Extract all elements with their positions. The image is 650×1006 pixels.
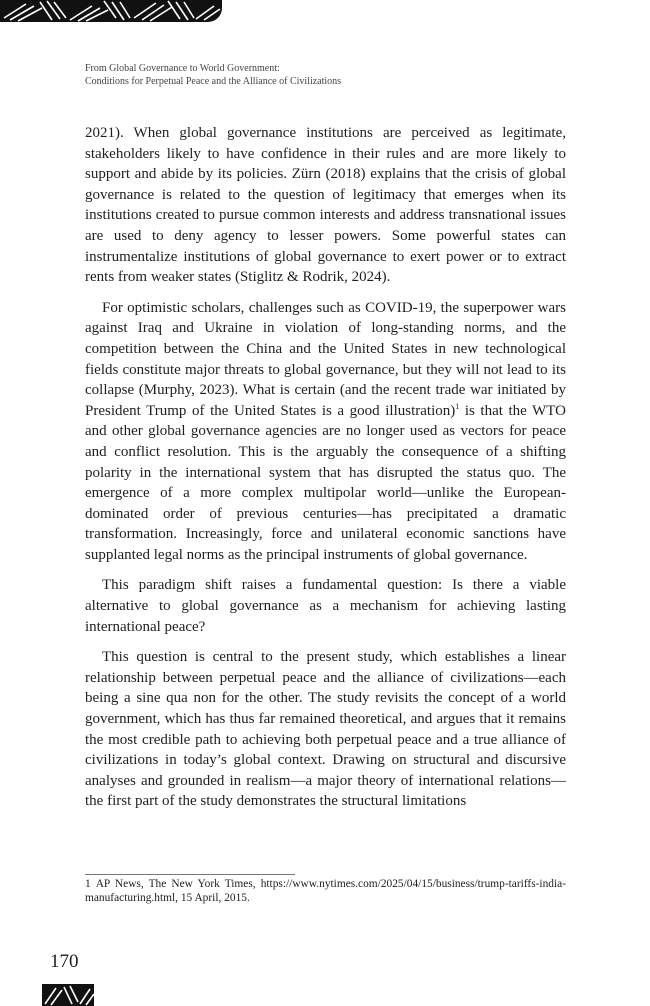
paragraph-4: This question is central to the present study, which establishes a linear relationship between perpetual peace and the alliance of civilizations—each being a sine qua non for the other. The study revisits the concept of a world government, which has thus far remained theoretical, and argues that it remains the most credible path to achieving both perpetual peace and a true alliance of civilizations in today’s global context. Drawing on structural and discursive analyses and grounded in realism—a major theory of international relations—the first part of the study demonstrates the structural limitations: [85, 649, 566, 810]
footnote: [85, 877, 566, 906]
paragraph-2: [85, 298, 566, 566]
decorative-pattern-top: [0, 0, 222, 22]
main-text: [85, 123, 566, 822]
paragraph-1: 2021). When global governance institutions are perceived as legitimate, stakeholders likely to have confidence in their rules and are more likely to support and abide by its policies. Zürn (2018) explains that the crisis of global governance is related to the question of legitimacy that emerges when its institutions created to pursue common interests and address transnational issues are used to deny agency to lesser powers. Some powerful states can instrumentalize institutions of global governance to exert power or to extract rents from weaker states (Stiglitz & Rodrik, 2024).: [85, 125, 566, 286]
paragraph-2-part-b: is that the WTO and other global governance agencies are no longer used as vectors for peace and conflict resolution. This is the arguably the consequence of a shifting polarity in the international system that has disrupted the status quo. The emergence of a more complex multipolar world—unlike the European-dominated order of previous centuries—has precipitated a dramatic transformation. Increasingly, force and unilateral economic sanctions have supplanted legal norms as the principal instruments of global governance.: [85, 402, 566, 563]
running-header-line-2: Conditions for Perpetual Peace and the Alliance of Civilizations: [85, 76, 342, 87]
running-header-line-1: From Global Governance to World Government:: [85, 63, 280, 74]
running-header: [85, 62, 565, 88]
paragraph-2-part-a: For optimistic scholars, challenges such as COVID-19, the superpower wars against Iraq and Ukraine in violation of long-standing norms, and the competition between the China and the United States in new technological fields constitute major threats to global governance, but they will not lead to its collapse (Murphy, 2023). What is certain (and the recent trade war initiated by President Trump of the United States is a good illustration): [85, 299, 566, 419]
page-number: 170: [50, 951, 79, 972]
stripe-pattern-graphic-small: [42, 984, 94, 1006]
footnote-number: 1: [85, 878, 91, 890]
footnote-divider: [85, 874, 295, 875]
footnote-text[interactable]: AP News, The New York Times, https://www.nytimes.com/2025/04/15/business/trump-tariffs-india-manufacturing.html, 15 April, 2015.: [85, 878, 566, 905]
decorative-pattern-bottom: [42, 984, 94, 1006]
footnote-reference[interactable]: 1: [455, 401, 460, 411]
stripe-pattern-graphic: [0, 0, 222, 22]
paragraph-3: This paradigm shift raises a fundamental question: Is there a viable alternative to global governance as a mechanism for achieving lasting international peace?: [85, 577, 566, 635]
